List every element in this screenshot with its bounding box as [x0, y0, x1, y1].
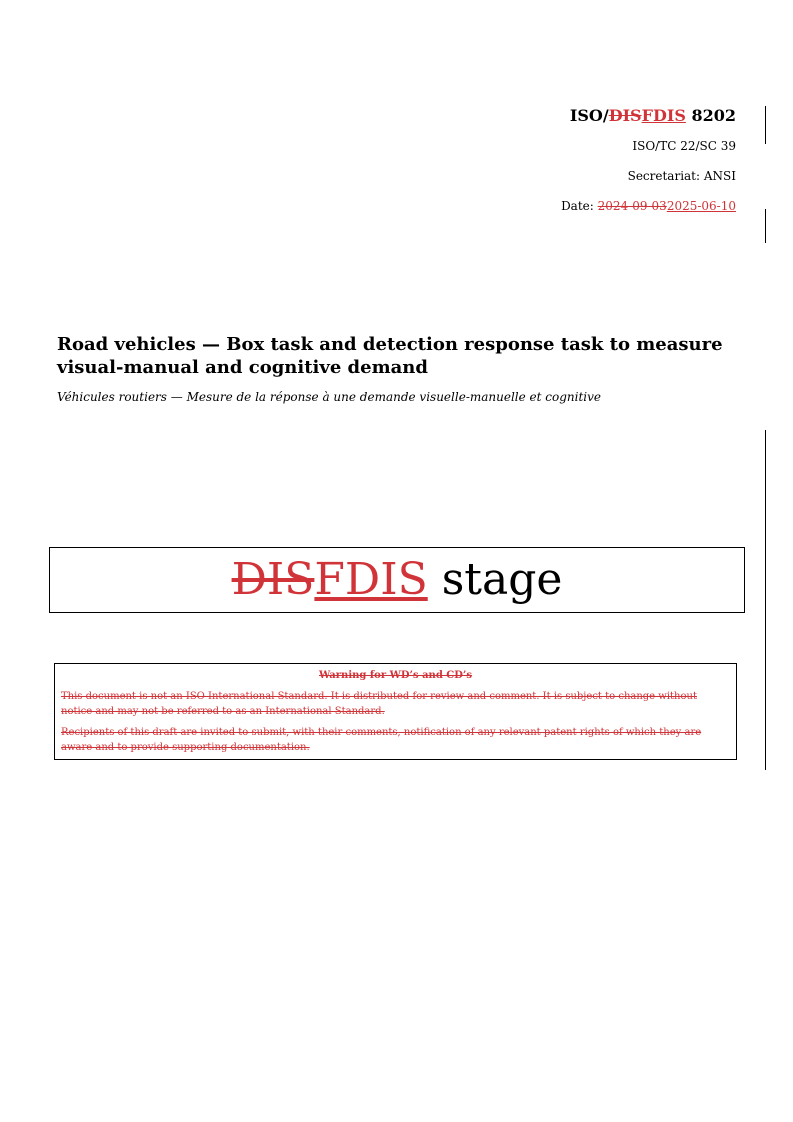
document-header: [561, 104, 736, 214]
secretariat-line: Secretariat: ANSI: [627, 169, 736, 183]
date-label: Date:: [561, 199, 598, 213]
doc-number-prefix: ISO/: [569, 106, 609, 125]
committee-line: ISO/TC 22/SC 39: [632, 139, 736, 153]
warning-box: [54, 663, 737, 760]
change-bar-body: [765, 430, 766, 770]
doc-number-inserted: FDIS: [641, 106, 686, 125]
stage-box: [49, 547, 745, 613]
stage-inserted: FDIS: [314, 554, 428, 605]
change-bar-doc-number: [765, 106, 766, 144]
stage-suffix: stage: [427, 554, 563, 605]
warning-paragraph-1: This document is not an ISO International Standard. It is distributed for review and comment. It is subject to change without notice and may not be referred to as an International Standard.: [61, 691, 697, 717]
change-bar-date: [765, 209, 766, 243]
title-french: Véhicules routiers — Mesure de la réponse à une demande visuelle-manuelle et cognitive: [57, 390, 602, 404]
date-inserted: 2025-06-10: [666, 199, 736, 213]
title-english: Road vehicles — Box task and detection response task to measure visual-manual and cognitive demand: [57, 334, 723, 378]
warning-paragraph-2: Recipients of this draft are invited to submit, with their comments, notification of any relevant patent rights of which they are aware and to provide supporting documentation.: [61, 727, 702, 753]
stage-deleted: DIS: [231, 554, 315, 605]
date-deleted: 2024-09-03: [597, 199, 667, 213]
doc-number-suffix: 8202: [685, 106, 736, 125]
title-block: [57, 333, 737, 405]
warning-title: Warning for WD’s and CD’s: [318, 670, 473, 681]
doc-number-deleted: DIS: [608, 106, 642, 125]
date-line: [561, 198, 736, 214]
document-number: [561, 104, 736, 128]
